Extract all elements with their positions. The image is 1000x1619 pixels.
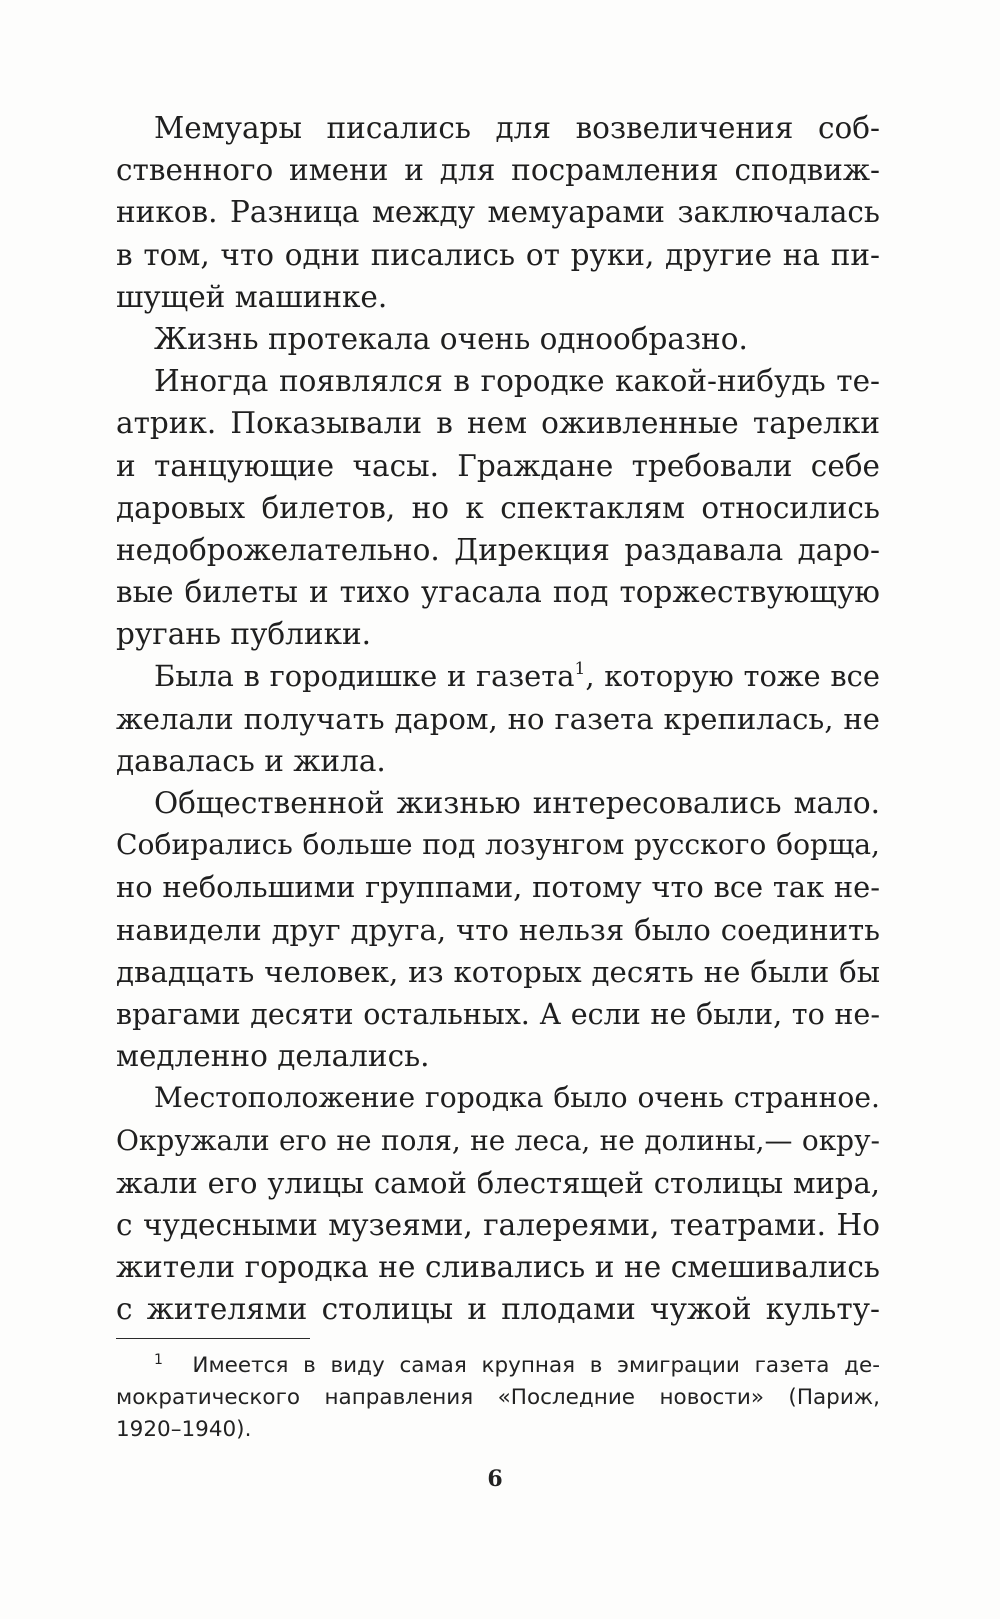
text-line: Иногда появлялся в городке какой-нибудь те- <box>154 364 880 399</box>
text-line: Местоположение городка было очень странное. <box>154 1081 880 1115</box>
text-line: жали его улицы самой блестящей столицы мира, <box>116 1165 880 1200</box>
text-line: Окружали его не поля, не леса, не долины,— окру- <box>116 1123 880 1157</box>
text-line: Собирались больше под лозунгом русского борща, <box>116 828 880 862</box>
footnote-line <box>116 1350 880 1382</box>
text-line <box>116 655 880 697</box>
text-line: в том, что одни писались от руки, другие на пи- <box>116 237 880 272</box>
footnote-line: 1920–1940). <box>116 1417 252 1442</box>
footnote-line: мократического направления «Последние новости» (Париж, <box>116 1385 880 1410</box>
footnote-marker: 1 <box>154 1352 163 1368</box>
text-line: двадцать человек, из которых десять не были бы <box>116 954 880 989</box>
text-line: Жизнь протекала очень однообразно. <box>154 321 748 356</box>
text-line: желали получать даром, но газета крепилась, не <box>116 701 880 736</box>
footnote <box>116 1350 880 1446</box>
text-line: жители городка не сливались и не смешивались <box>116 1250 880 1285</box>
text-line: но небольшими группами, потому что все так не- <box>116 870 880 905</box>
text-line: давалась и жила. <box>116 743 386 778</box>
text-line: шущей машинке. <box>116 279 388 314</box>
text-line: даровых билетов, но к спектаклям относились <box>116 490 880 525</box>
main-text <box>116 107 880 1330</box>
text-line: Мемуары писались для возвеличения соб- <box>154 111 880 145</box>
footnote-divider <box>116 1338 310 1339</box>
text-fragment: , которую тоже все <box>585 659 880 694</box>
text-line: медленно делались. <box>116 1039 430 1074</box>
text-line: ников. Разница между мемуарами заключалась <box>116 195 880 230</box>
text-fragment: Была в городишке и газета <box>154 659 575 694</box>
page-number: 6 <box>487 1466 503 1492</box>
text-line: с жителями столицы и плодами чужой культу- <box>116 1292 880 1327</box>
footnote-reference[interactable]: 1 <box>574 659 586 680</box>
text-line: ственного имени и для посрамления сподвиж- <box>116 153 880 188</box>
text-line: недоброжелательно. Дирекция раздавала даро- <box>116 532 880 567</box>
text-line: и танцующие часы. Граждане требовали себе <box>116 448 880 483</box>
text-line: ругань публики. <box>116 617 372 652</box>
footnote-text: Имеется в виду самая крупная в эмиграции газета де- <box>192 1353 880 1378</box>
text-line: с чудесными музеями, галереями, театрами. Но <box>116 1207 880 1242</box>
text-line: Общественной жизнью интересовались мало. <box>154 786 880 820</box>
text-line: навидели друг друга, что нельзя было соединить <box>116 912 880 947</box>
text-line: вые билеты и тихо угасала под торжествующую <box>116 575 880 610</box>
text-line: атрик. Показывали в нем оживленные тарелки <box>116 406 880 441</box>
text-line: врагами десяти остальных. А если не были, то не- <box>116 996 880 1031</box>
